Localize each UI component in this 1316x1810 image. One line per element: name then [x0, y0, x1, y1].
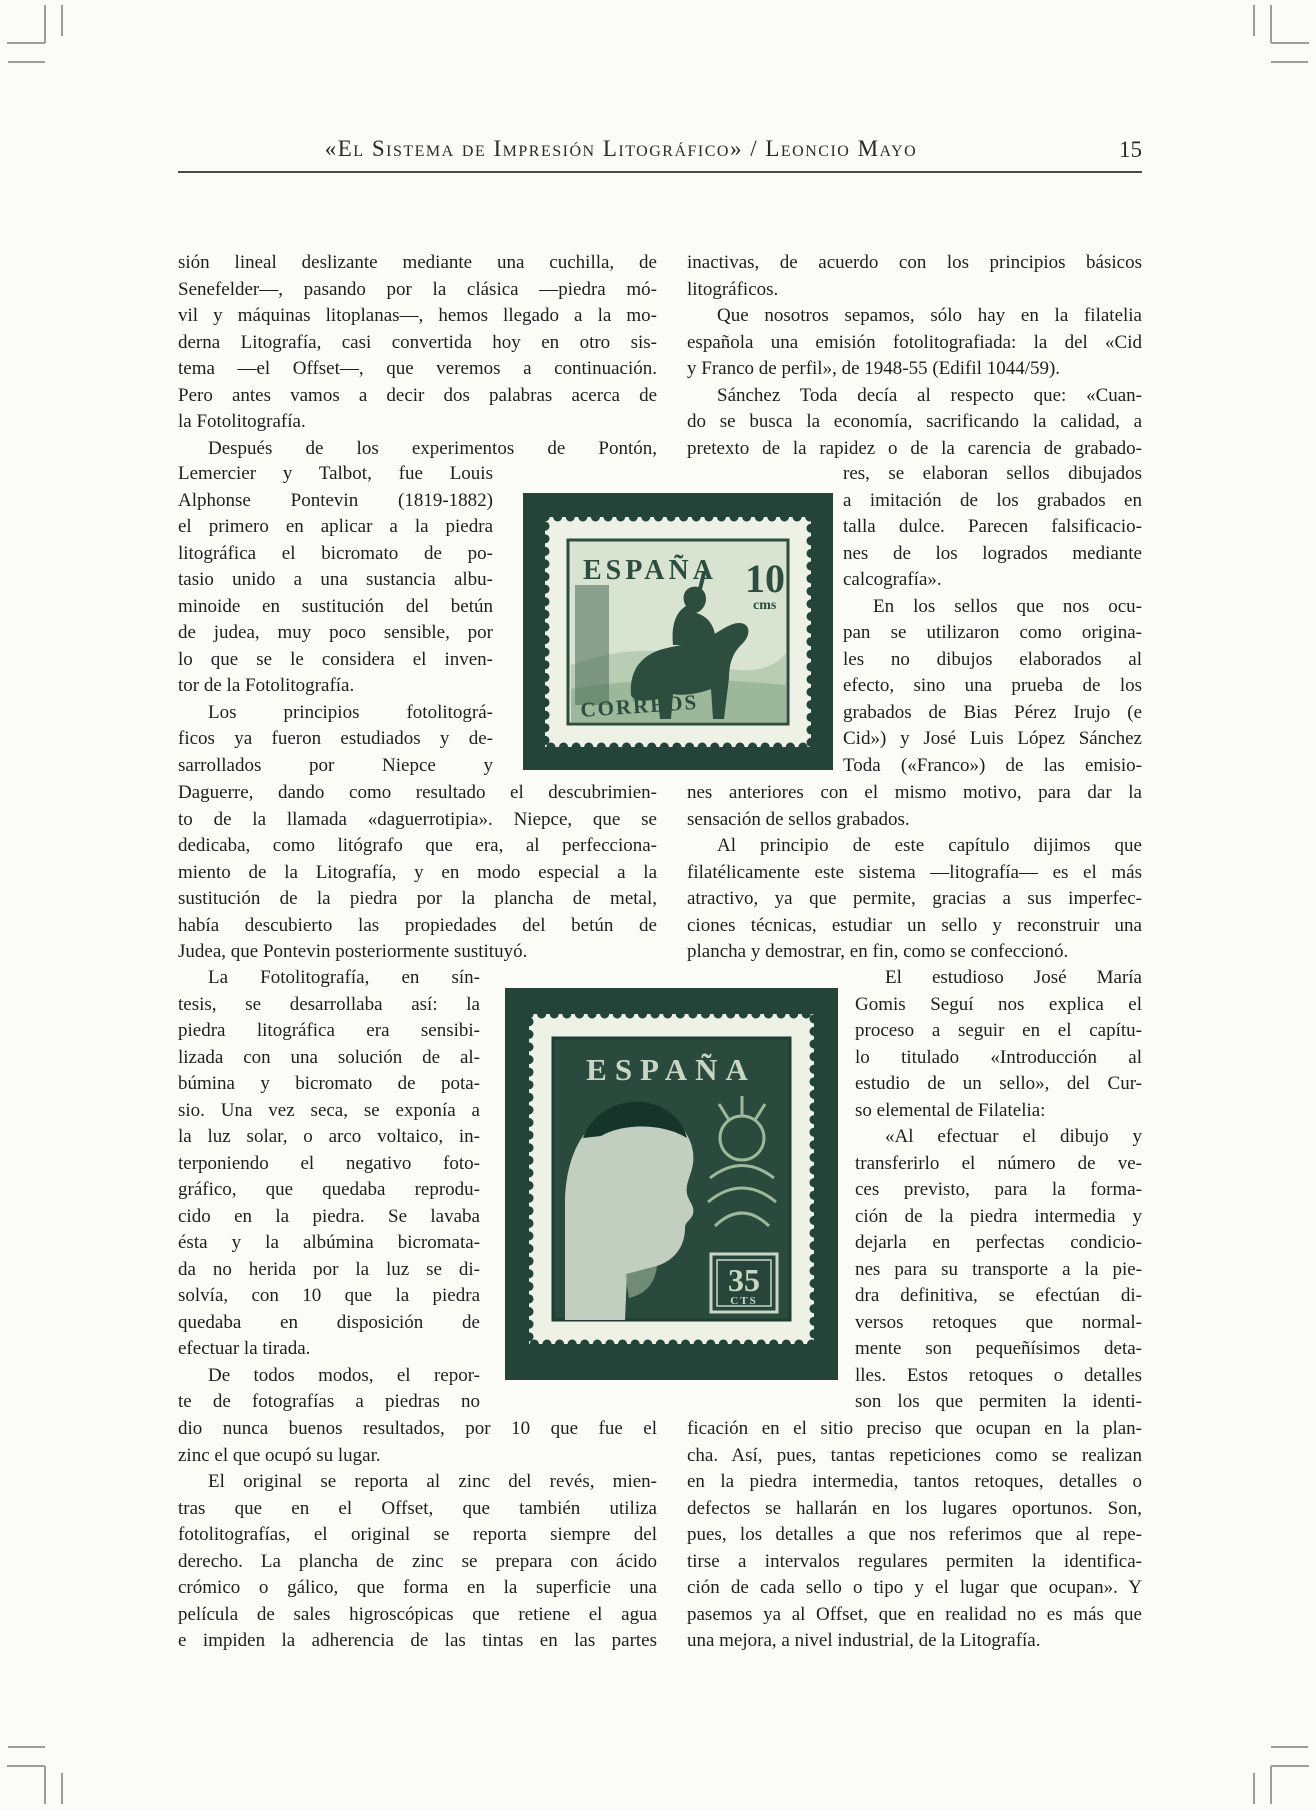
crop-mark — [61, 5, 63, 36]
text-line: tema —el Offset—, que veremos a continuación. — [178, 358, 657, 379]
text-line: to de la llamada «daguerrotipia». Niepce, que se — [178, 808, 657, 830]
page-number: 15 — [1119, 137, 1142, 162]
text-line: derecho. La plancha de zinc se prepara con ácido — [178, 1550, 657, 1572]
text-line: defectos se hallarán en los lugares oportunos. Son, — [687, 1497, 1142, 1519]
text-line: lles. Estos retoques o detalles — [855, 1364, 1142, 1386]
text-line: la Fotolitografía. — [178, 411, 306, 432]
text-line: sarrollados por Niepce y — [178, 754, 493, 776]
text-line: Al principio de este capítulo dijimos que — [717, 835, 1142, 856]
text-line: atractivo, ya que permite, gracias a sus imperfec- — [687, 888, 1142, 909]
text-line: gráfico, que quedaba reprodu- — [178, 1179, 480, 1200]
crop-mark — [1271, 1765, 1309, 1767]
text-line: búmina y bicromato de pota- — [178, 1073, 480, 1094]
stamp1-value: 10 — [745, 556, 785, 601]
text-line: a imitación de los grabados en — [843, 489, 1142, 511]
text-line: Cid») y José Luis López Sánchez — [843, 728, 1142, 749]
stamp2-unit: CTS — [730, 1295, 758, 1307]
text-line: dedicaba, como litógrafo que era, al perfecciona- — [178, 835, 657, 856]
text-line: Gomis Seguí nos explica el — [855, 993, 1142, 1015]
text-line: cido en la piedra. Se lavaba — [178, 1205, 480, 1227]
left-column-segment — [178, 1416, 657, 1657]
text-line: ésta y la albúmina bicromata- — [178, 1232, 480, 1253]
text-line: tirse a intervalos regulares permiten la identifica- — [687, 1550, 1142, 1572]
text-line: Daguerre, dando como resultado el descubrimien- — [178, 782, 657, 803]
text-line: do se busca la economía, sacrificando la calidad, a — [687, 411, 1142, 432]
left-column-segment — [178, 965, 480, 1418]
text-line: te de fotografías a piedras no — [178, 1391, 480, 1412]
text-line: transferirlo el número de ve- — [855, 1152, 1142, 1174]
right-column-segment — [687, 1416, 1142, 1657]
left-column-segment — [178, 780, 657, 968]
text-line: grabados de Bias Pérez Irujo (e — [843, 701, 1142, 723]
running-head-title: «El Sistema de Impresión Litográfico» / Leoncio Mayo — [324, 136, 918, 161]
cid-stamp-illustration — [523, 493, 833, 770]
crop-mark — [7, 1765, 45, 1767]
text-line: terponiendo el negativo foto- — [178, 1152, 480, 1174]
text-line: ficación en el sitio preciso que ocupan en la plan- — [687, 1418, 1142, 1439]
stamp2-value-box — [711, 1254, 777, 1312]
right-column-segment — [687, 250, 1142, 464]
text-line: fotolitografías, el original se reporta siempre del — [178, 1524, 657, 1545]
crop-mark — [1253, 1773, 1255, 1804]
crop-mark — [1271, 61, 1308, 63]
text-line: piedra litográfica era sensibi- — [178, 1020, 480, 1041]
text-line: nes de los logrados mediante — [843, 542, 1142, 564]
text-line: película de sales higroscópicas que retiene el agua — [178, 1603, 657, 1625]
stamp2-value: 35 — [728, 1262, 760, 1298]
text-line: Que nosotros sepamos, sólo hay en la filatelia — [717, 305, 1142, 326]
text-line: Sánchez Toda decía al respecto que: «Cuan- — [717, 384, 1142, 406]
crop-mark — [1253, 5, 1255, 36]
text-line: mente son pequeñísimos deta- — [855, 1338, 1142, 1359]
text-line: española una emisión fotolitografiada: la del «Cid — [687, 331, 1142, 353]
text-line: pretexto de la rapidez o de la carencia de grabado- — [687, 437, 1142, 459]
text-line: dejarla en perfectas condicio- — [855, 1232, 1142, 1253]
text-line: ficos ya fueron estudiados y de- — [178, 728, 493, 749]
text-line: les no dibujos elaborados al — [843, 648, 1142, 670]
text-line: Alphonse Pontevin (1819-1882) — [178, 489, 493, 511]
franco-stamp-illustration — [505, 988, 838, 1380]
text-line: Los principios fotolitográ- — [208, 701, 493, 723]
text-line: La Fotolitografía, en sín- — [208, 967, 480, 988]
text-line: había descubierto las propiedades del betún de — [178, 914, 657, 936]
header-rule — [178, 171, 1142, 173]
text-line: quedaba en disposición de — [178, 1311, 480, 1333]
text-line: nes para su transporte a la pie- — [855, 1258, 1142, 1280]
text-line: sio. Una vez seca, se exponía a — [178, 1099, 480, 1121]
crop-mark — [7, 42, 45, 44]
text-line: tras que en el Offset, que también utiliza — [178, 1497, 657, 1519]
text-line: Pero antes vamos a decir dos palabras acerca de — [178, 384, 657, 406]
left-column-segment — [178, 461, 493, 781]
text-line: la luz solar, o arco voltaico, in- — [178, 1126, 480, 1147]
text-line: De todos modos, el repor- — [208, 1364, 480, 1386]
crop-mark — [1271, 1746, 1308, 1748]
text-line: ción de la piedra intermedia y — [855, 1205, 1142, 1227]
crop-mark — [1270, 5, 1272, 43]
text-line: estudio de un sello», del Cur- — [855, 1073, 1142, 1094]
text-line: lo titulado «Introducción al — [855, 1046, 1142, 1068]
text-line: litográfica el bicromato de po- — [178, 542, 493, 564]
stamp1-country-label: ESPAÑA — [583, 555, 717, 586]
text-line: dio nunca buenos resultados, por 10 que fue el — [178, 1418, 657, 1439]
text-line: derna Litografía, casi convertida hoy en otro sis- — [178, 331, 657, 353]
text-line: minoide en sustitución del betún — [178, 595, 493, 617]
left-column-segment — [178, 250, 657, 464]
crop-mark — [44, 5, 46, 43]
stamp1-unit: cms — [753, 598, 777, 613]
text-line: ción de cada sello o tipo y el lugar que ocupan». Y — [687, 1577, 1142, 1598]
text-line: pues, los detalles a que nos referimos que al repe- — [687, 1524, 1142, 1545]
stamp1-correos-label: CORREOS — [579, 689, 699, 722]
text-line: tesis, se desarrollaba así: la — [178, 993, 480, 1015]
stamp-photo-cid-10cms — [523, 493, 833, 770]
crop-mark — [1270, 1766, 1272, 1804]
text-line: ciones técnicas, estudiar un sello y reconstruir una — [687, 914, 1142, 936]
text-line: zinc el que ocupó su lugar. — [178, 1444, 381, 1466]
text-line: pan se utilizaron como origina- — [843, 622, 1142, 643]
text-line: lo que se le considera el inven- — [178, 648, 493, 670]
text-line: Senefelder—, pasando por la clásica —piedra mó- — [178, 278, 657, 300]
text-line: res, se elaboran sellos dibujados — [843, 463, 1142, 484]
text-line: El estudioso José María — [885, 967, 1142, 988]
text-line: el primero en aplicar a la piedra — [178, 516, 493, 537]
text-line: da no herida por la luz se di- — [178, 1258, 480, 1280]
text-line: filatélicamente este sistema —litografía— es el más — [687, 861, 1142, 883]
text-line: talla dulce. Parecen falsificacio- — [843, 516, 1142, 537]
stamp2-country-label: ESPAÑA — [586, 1052, 756, 1087]
text-line: de judea, muy poco sensible, por — [178, 622, 493, 643]
text-line: Toda («Franco») de las emisio- — [843, 754, 1142, 776]
text-line: tor de la Fotolitografía. — [178, 675, 355, 696]
text-line: una mejora, a nivel industrial, de la Litografía. — [687, 1630, 1041, 1651]
text-line: «Al efectuar el dibujo y — [885, 1126, 1142, 1147]
text-line: tasio unido a una sustancia albu- — [178, 569, 493, 590]
stamp-photo-franco-35cts — [505, 988, 838, 1380]
text-line: Lemercier y Talbot, fue Louis — [178, 463, 493, 484]
text-line: Judea, que Pontevin posteriormente sustituyó. — [178, 941, 528, 962]
text-line: so elemental de Filatelia: — [855, 1099, 1046, 1121]
right-column-segment — [687, 780, 1142, 968]
text-line: proceso a seguir en el capítu- — [855, 1020, 1142, 1041]
right-column-segment — [855, 965, 1142, 1418]
text-line: y Franco de perfil», de 1948-55 (Edifil 1044/59). — [687, 358, 1061, 379]
text-line: calcografía». — [843, 569, 942, 590]
text-line: dra definitiva, se efectúan di- — [855, 1285, 1142, 1306]
text-line: cha. Así, pues, tantas repeticiones como se realizan — [687, 1444, 1142, 1466]
text-line: miento de la Litografía, y en modo especial a la — [178, 861, 657, 883]
text-line: crómico o gálico, que forma en la superficie una — [178, 1577, 657, 1598]
text-line: sensación de sellos grabados. — [687, 808, 910, 830]
text-line: vil y máquinas litoplanas—, hemos llegado a la mo- — [178, 305, 657, 326]
text-line: solvía, con 10 que la piedra — [178, 1285, 480, 1306]
text-line: pasemos ya al Offset, que en realidad no es más que — [687, 1603, 1142, 1625]
text-line: Después de los experimentos de Pontón, — [208, 437, 657, 459]
text-line: en la piedra intermedia, tantos retoques, detalles o — [687, 1471, 1142, 1492]
text-line: son los que permiten la identi- — [855, 1391, 1142, 1412]
text-line: efecto, sino una prueba de los — [843, 675, 1142, 696]
text-line: nes anteriores con el mismo motivo, para dar la — [687, 782, 1142, 803]
text-line: plancha y demostrar, en fin, como se confeccionó. — [687, 941, 1069, 962]
text-line: ces previsto, para la forma- — [855, 1179, 1142, 1200]
text-line: inactivas, de acuerdo con los principios básicos — [687, 252, 1142, 273]
crop-mark — [44, 1766, 46, 1804]
text-line: lizada con una solución de al- — [178, 1046, 480, 1068]
text-line: litográficos. — [687, 278, 779, 300]
text-line: versos retoques que normal- — [855, 1311, 1142, 1333]
text-line: sión lineal deslizante mediante una cuchilla, de — [178, 252, 657, 273]
right-column-segment — [843, 461, 1142, 781]
crop-mark — [1271, 42, 1309, 44]
crop-mark — [8, 61, 45, 63]
text-line: efectuar la tirada. — [178, 1338, 311, 1359]
crop-mark — [61, 1773, 63, 1804]
text-line: En los sellos que nos ocu- — [873, 595, 1142, 617]
text-line: El original se reporta al zinc del revés, mien- — [208, 1471, 657, 1492]
text-line: sustitución de la piedra por la plancha de metal, — [178, 888, 657, 909]
crop-mark — [8, 1746, 45, 1748]
text-line: e impiden la adherencia de las tintas en las partes — [178, 1630, 657, 1651]
